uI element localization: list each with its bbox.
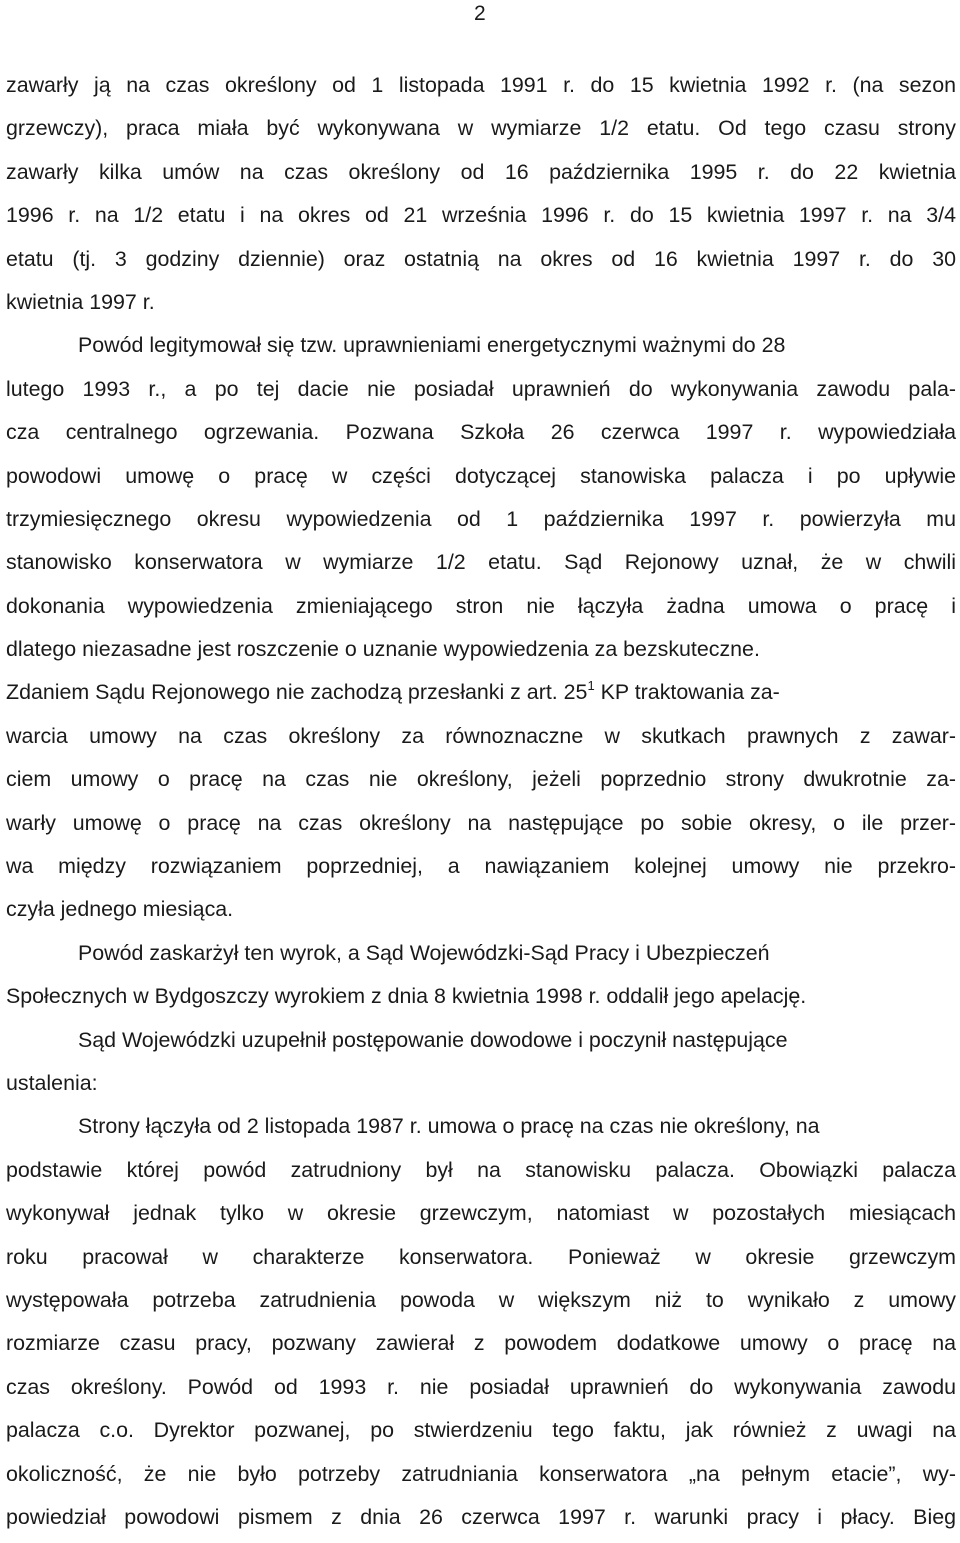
text-line: ustalenia: xyxy=(6,1070,98,1095)
text-line: zawarły kilka umów na czas określony od 16 października 1995 r. do 22 kwietnia xyxy=(6,159,956,184)
text-line: trzymiesięcznego okresu wypowiedzenia od 1 października 1997 r. powierzyła mu xyxy=(6,506,956,531)
superscript: 1 xyxy=(587,678,595,694)
paragraph-first-line: Strony łączyła od 2 listopada 1987 r. umowa o pracę na czas nie określony, na xyxy=(78,1114,820,1139)
text-line: Społecznych w Bydgoszczy wyrokiem z dnia 8 kwietnia 1998 r. oddalił jego apelację. xyxy=(6,984,807,1009)
text-line: warcia umowy na czas określony za równoznaczne w skutkach prawnych z zawar- xyxy=(6,723,956,748)
text-line: czas określony. Powód od 1993 r. nie posiadał uprawnień do wykonywania zawodu xyxy=(6,1374,956,1399)
text-line: palacza c.o. Dyrektor pozwanej, po stwierdzeniu tego faktu, jak również z uwagi na xyxy=(6,1418,956,1443)
text-line: podstawie której powód zatrudniony był na stanowisku palacza. Obowiązki palacza xyxy=(6,1157,956,1182)
text-line: wa między rozwiązaniem poprzedniej, a nawiązaniem kolejnej umowy nie przekro- xyxy=(6,854,956,879)
text-line: grzewczy), praca miała być wykonywana w wymiarze 1/2 etatu. Od tego czasu strony xyxy=(6,116,956,141)
paragraph-first-line: Powód legitymował się tzw. uprawnieniami energetycznymi ważnymi do 28 xyxy=(78,333,786,358)
text-line: czyła jednego miesiąca. xyxy=(6,897,234,922)
text-line: wykonywał jednak tylko w okresie grzewczym, natomiast w pozostałych miesiącach xyxy=(6,1201,956,1226)
text-line: kwietnia 1997 r. xyxy=(6,289,155,314)
text-line: zawarły ją na czas określony od 1 listopada 1991 r. do 15 kwietnia 1992 r. (na sezon xyxy=(6,73,956,97)
paragraph-first-line: Sąd Wojewódzki uzupełnił postępowanie dowodowe i poczynił następujące xyxy=(78,1027,788,1052)
text-line: dlatego niezasadne jest roszczenie o uznanie wypowiedzenia za bezskuteczne. xyxy=(6,637,760,662)
document-body xyxy=(6,64,956,1539)
text-segment: Zdaniem Sądu Rejonowego nie zachodzą przesłanki z art. 25 xyxy=(6,680,588,705)
text-line: powiedział powodowi pismem z dnia 26 czerwca 1997 r. warunki pracy i płacy. Bieg xyxy=(6,1504,956,1529)
text-line-with-superscript xyxy=(6,671,956,714)
text-line: 1996 r. na 1/2 etatu i na okres od 21 września 1996 r. do 15 kwietnia 1997 r. na 3/4 xyxy=(6,203,956,228)
text-line: roku pracował w charakterze konserwatora. Ponieważ w okresie grzewczym xyxy=(6,1244,956,1269)
page-number: 2 xyxy=(474,2,486,25)
paragraph-first-line: Powód zaskarżył ten wyrok, a Sąd Wojewódzki-Sąd Pracy i Ubezpieczeń xyxy=(78,940,770,965)
text-line: etatu (tj. 3 godziny dziennie) oraz ostatnią na okres od 16 kwietnia 1997 r. do 30 xyxy=(6,246,956,271)
text-line: rozmiarze czasu pracy, pozwany zawierał z powodem dodatkowe umowy o pracę na xyxy=(6,1331,956,1356)
text-line: ciem umowy o pracę na czas nie określony, jeżeli poprzednio strony dwukrotnie za- xyxy=(6,767,956,792)
text-line: stanowisko konserwatora w wymiarze 1/2 etatu. Sąd Rejonowy uznał, że w chwili xyxy=(6,550,956,575)
text-line: warły umowę o pracę na czas określony na następujące po sobie okresy, o ile przer- xyxy=(6,810,956,835)
text-line: okoliczność, że nie było potrzeby zatrudniania konserwatora „na pełnym etacie”, wy- xyxy=(6,1461,956,1486)
text-line: lutego 1993 r., a po tej dacie nie posiadał uprawnień do wykonywania zawodu pala- xyxy=(6,376,956,401)
text-line: powodowi umowę o pracę w części dotyczącej stanowiska palacza i po upływie xyxy=(6,463,956,488)
text-segment: KP traktowania za- xyxy=(594,680,780,705)
text-line: dokonania wypowiedzenia zmieniającego stron nie łączyła żadna umowa o pracę i xyxy=(6,593,956,618)
text-line: występowała potrzeba zatrudnienia powoda w większym niż to wynikało z umowy xyxy=(6,1287,956,1312)
text-line: cza centralnego ogrzewania. Pozwana Szkoła 26 czerwca 1997 r. wypowiedziała xyxy=(6,420,956,445)
